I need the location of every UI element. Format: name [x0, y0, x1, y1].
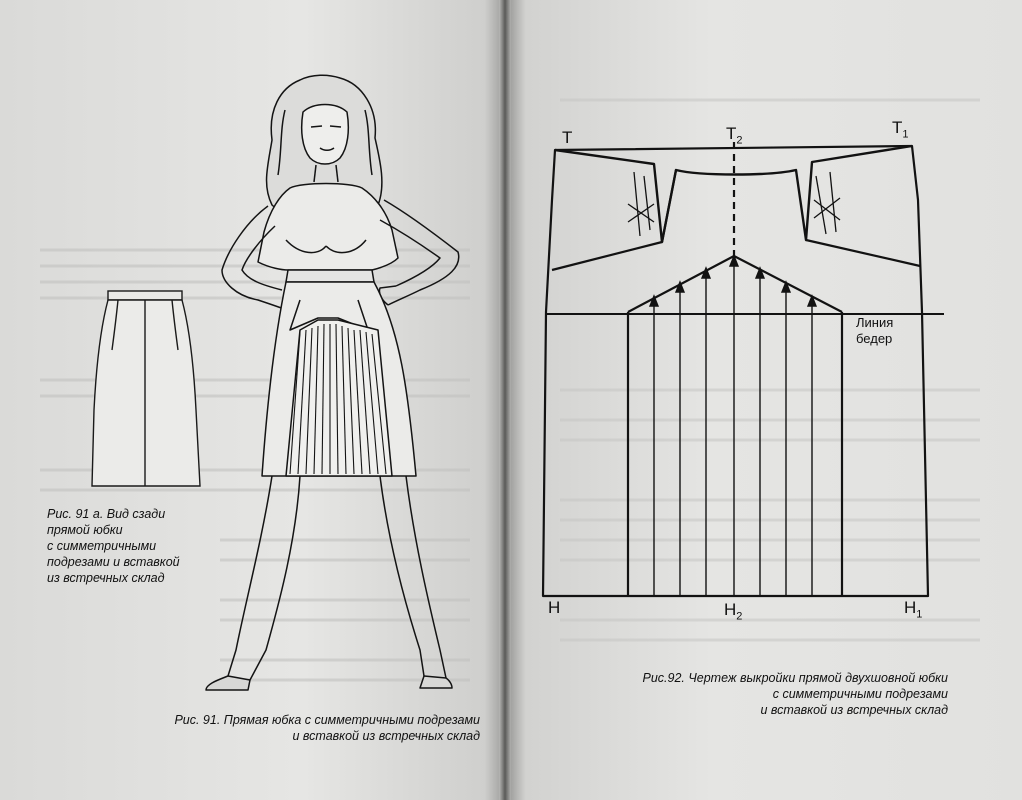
- pattern-outline: [543, 146, 928, 596]
- caption-fig-92: Рис.92. Чертеж выкройки прямой двухшовной юбки с симметричными подрезами и вставкой из встречных склад: [642, 671, 948, 717]
- caption-fig-91: Рис. 91. Прямая юбка с симметричными подрезами и вставкой из встречных склад: [174, 713, 480, 743]
- bleed-through-text-right: [560, 100, 980, 640]
- yoke-seam-right: [806, 240, 920, 266]
- label-H1: $Н_1$: [904, 598, 923, 621]
- label-H: Н: [548, 598, 561, 617]
- label-T1: $Т_1$: [892, 118, 909, 141]
- caption-fig-91a: Рис. 91 а. Вид сзади прямой юбки с симметричными подрезами и вставкой из встречных склад: [47, 507, 180, 585]
- label-T: Т: [562, 128, 573, 147]
- label-T2: $Т_2$: [726, 124, 743, 147]
- yoke-seam-left: [552, 242, 662, 270]
- hip-line-label: Линия бедер: [856, 315, 894, 346]
- label-H2: $Н_2$: [724, 600, 743, 623]
- pleat-arrows: [650, 256, 816, 596]
